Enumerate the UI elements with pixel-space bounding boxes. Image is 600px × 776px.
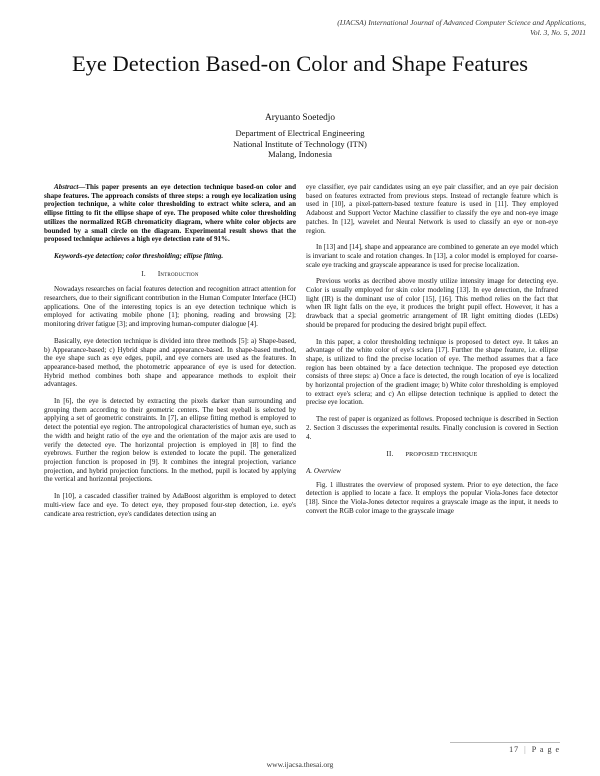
abstract-text: —This paper presents an eye detection technique based-on color and shape features. The approach consists of three steps: a rough eye localization using projection technique, a white color thresholding to extract white sclera, and an ellipse fitting to fit the ellipse shape of eye. The proposed white color thresholding utilizes the normalized RGB chromaticity diagram, where white color objects are bounded by a small circle on the diagram. Experimental result shows that the proposed technique achieves a high eye detection rate of 91%.: [44, 183, 296, 244]
paragraph: The rest of paper is organized as follows. Proposed technique is described in Section 2. Section 3 discusses the experimental results. Finally conclusion is covered in Section 4.: [306, 415, 558, 441]
author-location: Malang, Indonesia: [268, 149, 332, 160]
subsection-heading-overview: A. Overview: [306, 466, 341, 475]
author-institute: National Institute of Technology (ITN): [233, 138, 367, 149]
journal-name: (IJACSA) International Journal of Advanced Computer Science and Applications,: [337, 18, 586, 27]
paragraph: Nowadays researches on facial features detection and recognition attract attention for researchers, due to their significant contribution in the Human Computer Interface (HCI) applications. One of the interesting topics is an eye detection technique which is employed for activating mobile phone [1]; phoning, reading and browsing [2]; monitoring driver fatigue [3]; and improving human-computer dialogue [4].: [44, 285, 296, 329]
section-number: II.: [386, 450, 394, 459]
paragraph: In [6], the eye is detected by extracting the pixels darker than surrounding and grouping them according to their geometric centers. The best eyeball is selected by applying a set of geometric constraints. In [7], an ellipse fitting method is employed to detect the potential eye region. The antropological characteristics of human eye, such as the width and height ratio of the eye and the orientation of the major axis are used to verify the detected eye. The horizontal projection is employed in [8] to find the eyebrows. Further the region below is extended to locate the pupil. The generalized projection function is proposed in [9]. It combines the integral projection, variance projection, and hybrid projection functions. In the method, pupil is located by applying the vertical and horizontal projections.: [44, 397, 296, 484]
paragraph: eye classifier, eye pair candidates using an eye pair classifier, and an eye pair decision based on features extracted from previous steps. Instead of rectangle feature which is used in [10], a pixel-pattern-based texture feature is used in [11]. They employed Adaboost and Support Vector Machine classifier to classify the eye and non-eye image patches. In [12], wavelet and Neural Network is used to classify an eye or non-eye region.: [306, 183, 558, 235]
abstract: [44, 183, 296, 244]
section-title: Introduction: [157, 269, 199, 278]
right-column: [306, 183, 558, 733]
section-heading-introduction: [44, 270, 296, 279]
page-number: [509, 745, 560, 754]
page-label: P a g e: [531, 745, 560, 754]
footer-divider: [450, 742, 560, 743]
author-name: Aryuanto Soetedjo: [265, 113, 335, 123]
section-heading-proposed-technique: [306, 450, 558, 460]
page-separator: |: [524, 745, 527, 754]
journal-volume: Vol. 3, No. 5, 2011: [530, 27, 586, 37]
section-title: PROPOSED TECHNIQUE: [405, 451, 478, 459]
paragraph: In [13] and [14], shape and appearance are combined to generate an eye model which is invariant to scale and rotation changes. In [13], a color model is employed for coarse-scale eye tracking and grayscale appearance is used for precise localization.: [306, 243, 558, 269]
page-number-value: 17: [509, 745, 520, 754]
section-number: I.: [141, 269, 146, 278]
paragraph: In [10], a cascaded classifier trained by AdaBoost algorithm is employed to detect multi-view face and eye. To detect eye, they proposed four-step detection, i.e. eye's candicate area restriction, eye's candidates detection using an: [44, 492, 296, 518]
left-column: [44, 183, 296, 733]
abstract-label: Abstract: [54, 183, 79, 191]
author-block: [0, 113, 600, 160]
paragraph: Fig. 1 illustrates the overview of proposed system. Prior to eye detection, the face detection is applied to locate a face. It employs the popular Viola-Jones face detector [18]. Since the Viola-Jones detector requires a grayscale image as the input, it needs to convert the RGB color image to the grayscale image: [306, 480, 558, 515]
author-department: Department of Electrical Engineering: [235, 127, 365, 138]
paper-title: Eye Detection Based-on Color and Shape Features: [71, 51, 529, 76]
paragraph: Basically, eye detection technique is divided into three methods [5]: a) Shape-based, b) Appearance-based; c) Hybrid shape and appearance-based. In shape-based method, the eye shape such as eye edges, pupil, and eye corners are used as the features. In appearance-based method, the photometric appearance of eye is used for detection. Hybrid method combines both shape and appearance methods to exploit their advantages.: [44, 336, 296, 389]
keywords: Keywords-eye detection; color thresholding; ellipse fitting.: [54, 251, 224, 260]
paragraph: In this paper, a color thresholding technique is proposed to detect eye. It takes an advantage of the white color of eye's sclera [17]. Further the shape feature, i.e. ellipse shape, is utilized to find the precise location of eye. The method assumes that a face region has been obtained by a face detection technique. The proposed eye detection consists of three steps: a) Once a face is detected, the rough location of eye is localized by horizontal projection of the gradient image; b) White color thresholding is employed to extract eye's sclera; and c) An ellipse detection technique is applied to detect the precise eye location.: [306, 337, 558, 407]
journal-header: [166, 18, 586, 37]
footer-url: www.ijacsa.thesai.org: [266, 760, 334, 769]
paragraph: Previous works as decribed above mostly utilize intensity image for detecting eye. Color is usually employed for skin color modeling [13]. In eye detection, the Infrared light (IR) is the dominant use of color [15], [16]. This method relies on the fact that when IR light falls on the eye, it produces the bright pupil effect. However, it has a drawback that a special geometric arrangement of IR light emitting diodes (LEDs) should be prepared for producing the desired bright pupil effect.: [306, 277, 558, 329]
